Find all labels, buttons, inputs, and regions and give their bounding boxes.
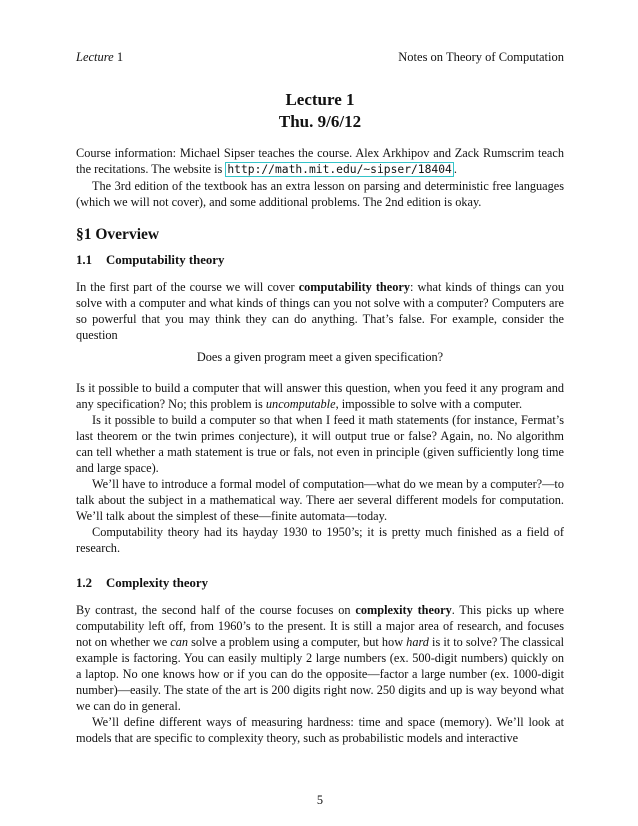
term-uncomputable: uncomputable (265, 397, 336, 411)
subsection-title: Complexity theory (106, 576, 209, 590)
text: , impossible to solve with a computer. (335, 397, 523, 411)
page-number: 5 (316, 793, 324, 807)
intro-block (76, 145, 564, 210)
intro-text-b: . (453, 162, 457, 176)
text: : what kinds of things can you solve with a computer and what kinds of things can you not solve with a computer? Computers are so powerful that you may think they can do anything. That’s false. For example, consider the question (76, 280, 565, 342)
term-computability: computability theory (298, 280, 410, 294)
intro-text-a: Course information: Michael Sipser teaches the course. Alex Arkhipov and Zack Rumscrim teach the recitations. The website is (76, 146, 564, 176)
intro-paragraph-1 (76, 145, 564, 178)
text: In the first part of the course we will cover (76, 280, 299, 294)
intro-paragraph-2: The 3rd edition of the textbook has an extra lesson on parsing and deterministic free languages (which we will not cover), and some additional problems. The 2nd edition is okay. (76, 179, 564, 209)
section-overview-heading: §1 Overview (76, 226, 160, 243)
course-website-link[interactable]: http://math.mit.edu/~sipser/18404 (227, 163, 452, 176)
text: solve a problem using a computer, but how (188, 635, 407, 649)
subsection-complexity-heading (76, 576, 208, 591)
computability-paragraphs (76, 380, 564, 556)
subsection-number: 1.2 (76, 576, 92, 590)
header-lecture (76, 50, 123, 65)
header-lecture-word: Lecture (76, 50, 114, 64)
computability-p4: We’ll have to introduce a formal model of computation—what do we mean by a computer?—to talk about the subject in a mathematical way. There aer several different models for computation. We’ll talk about the simplest of these—finite automata—today. (76, 477, 564, 523)
complexity-p2: We’ll define different ways of measuring hardness: time and space (memory). We’ll look at models that are specific to complexity theory, such as probabilistic models and interactive (76, 715, 564, 745)
text: . This picks up where computability left off, from 1960’s to the present. It is still a major area of research, and focuses not on whether we (76, 603, 565, 649)
computability-p1 (76, 279, 564, 343)
document-page (76, 0, 564, 826)
text: is it to solve? The classical example is factoring. You can easily multiply 2 large numbers (ex. 500-digit numbers) quickly on a laptop. No one knows how or if you can do the opposite—factor a large number (ex. 1000-digit number)—easily. The state of the art is 200 digits right now. 250 digits and up is way beyond what we can do in general. (76, 635, 564, 713)
lecture-title (76, 89, 564, 133)
computability-paragraph-1 (76, 279, 564, 343)
text: Is it possible to build a computer that will answer this question, when you feed it any program and any specification? No; this problem is (76, 381, 564, 411)
header-lecture-number: 1 (116, 50, 124, 64)
lecture-date: Thu. 9/6/12 (278, 112, 362, 131)
term-can: can (170, 635, 189, 649)
subsection-computability-heading (76, 253, 224, 268)
computability-p3: Is it possible to build a computer so that when I feed it math statements (for instance, Fermat’s last theorem or the twin primes conjecture), it will output true or false? Again, no. No algorithm can tell whether a math statement is true or fals, not even in principle (given sufficiently long time and large space). (76, 413, 564, 475)
text: By contrast, the second half of the course focuses on (76, 603, 356, 617)
computability-p2 (76, 380, 564, 412)
computability-p5: Computability theory had its hayday 1930 to 1950’s; it is pretty much finished as a field of research. (76, 525, 564, 555)
term-complexity: complexity theory (355, 603, 452, 617)
displayed-question: Does a given program meet a given specification? (196, 350, 444, 364)
term-hard: hard (406, 635, 429, 649)
subsection-number: 1.1 (76, 253, 92, 267)
header-course-title: Notes on Theory of Computation (398, 50, 564, 64)
lecture-title-line1: Lecture 1 (285, 90, 355, 109)
subsection-title: Computability theory (106, 253, 225, 267)
complexity-p1 (76, 602, 564, 714)
complexity-paragraphs (76, 602, 564, 746)
